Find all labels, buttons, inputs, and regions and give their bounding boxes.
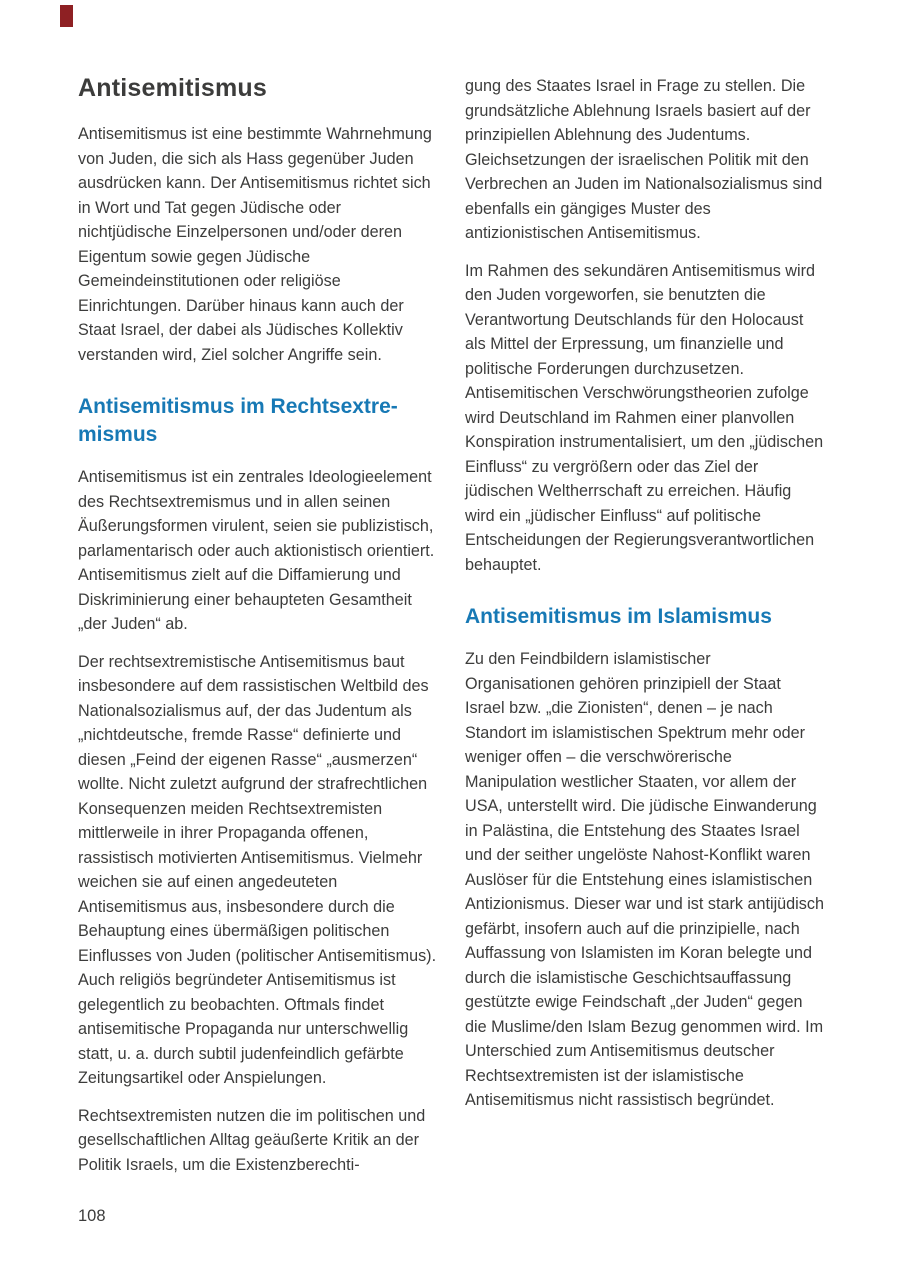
paragraph-rechtsextremismus-3: Rechtsextremisten nutzen die im politischen und gesellschaftlichen Alltag geäußerte Kritik an der Politik Israels, um die Existenzberechti- — [78, 1106, 426, 1174]
paragraph-islamismus: Zu den Feindbildern islamistischer Organisationen gehören prinzipiell der Staat Israel bzw. „die Zionisten“, denen – je nach Standort im islamistischen Spektrum mehr oder weniger offen – die verschwörerische Manipulation westlicher Staaten, vor allem der USA, unterstellt wird. Die jüdische Einwanderung in Palästina, die Entstehung des Staates Israel und der seither ungelöste Nahost-Konflikt waren Auslöser für die Entstehung eines islamistischen Antizionismus. Dieser war und ist stark antijüdisch gefärbt, insofern auch auf die prinzipielle, nach Auffassung von Islamisten im Koran belegte und durch die islamistische Geschichtsauffassung gestützte ewige Feindschaft „der Juden“ gegen die Muslime/den Islam Bezug genommen wird. Im Unterschied zum Antisemitismus deutscher Rechtsextremisten ist der islamistische Antisemitismus nicht rassistisch begründet. — [465, 650, 824, 1109]
section-heading-rechtsextremismus: Antisemitismus im Rechtsextremismus — [78, 395, 398, 446]
paragraph-rechtsextremismus-2: Der rechtsextremistische Antisemitismus baut insbesondere auf dem rassistischen Weltbild des Nationalsozialismus auf, der das Judentum als „nichtdeutsche, fremde Rasse“ definierte und diesen „Feind der eigenen Rasse“ „ausmerzen“ wollte. Nicht zuletzt aufgrund der strafrechtlichen Konsequenzen meiden Rechtsextremisten mittlerweile in ihrer Propaganda offenen, rassistisch motivierten Antisemitismus. Vielmehr weichen sie auf einen angedeuteten Antisemitismus aus, insbesondere durch die Behauptung eines übermäßigen politischen Einflusses von Juden (politischer Antisemitismus). Auch religiös begründeter Antisemitismus ist gelegentlich zu beobachten. Oftmals findet antisemitische Propaganda nur unterschwellig statt, u. a. durch subtil judenfeindlich gefärbte Zeitungsartikel oder Anspielungen. — [78, 652, 437, 1087]
right-column — [465, 74, 824, 1126]
paragraph-rechtsextremismus-1: Antisemitismus ist ein zentrales Ideologieelement des Rechtsextremismus und in allen seinen Äußerungsformen virulent, seien sie publizistisch, parlamentarisch oder auch aktionistisch orientiert. Antisemitismus zielt auf die Diffamierung und Diskriminierung einer behaupteten Gesamtheit „der Juden“ ab. — [78, 468, 435, 633]
chapter-tab-marker — [60, 5, 73, 27]
section-heading-islamismus: Antisemitismus im Islamismus — [465, 605, 772, 628]
page-title: Antisemitismus — [78, 74, 267, 102]
page-number: 108 — [78, 1207, 106, 1225]
two-column-layout — [78, 74, 824, 1190]
paragraph-rechtsextremismus-3-continued: gung des Staates Israel in Frage zu stellen. Die grundsätzliche Ablehnung Israels basiert auf der prinzipiellen Ablehnung des Judentums. Gleichsetzungen der israelischen Politik mit den Verbrechen an Juden im Nationalsozialismus sind ebenfalls ein gängiges Muster des antizionistischen Antisemitismus. — [465, 77, 823, 242]
paragraph-definition: Antisemitismus ist eine bestimmte Wahrnehmung von Juden, die sich als Hass gegenüber Juden ausdrücken kann. Der Antisemitismus richtet sich in Wort und Tat gegen Jüdische oder nichtjüdische Einzelpersonen und/oder deren Eigentum sowie gegen Jüdische Gemeindeinstitutionen oder religiöse Einrichtungen. Darüber hinaus kann auch der Staat Israel, der dabei als Jüdisches Kollektiv verstanden wird, Ziel solcher Angriffe sein. — [78, 125, 432, 364]
paragraph-sekundaerer-antisemitismus: Im Rahmen des sekundären Antisemitismus wird den Juden vorgeworfen, sie benutzten die Verantwortung Deutschlands für den Holocaust als Mittel der Erpressung, um finanzielle und politische Forderungen durchzusetzen. Antisemitischen Verschwörungstheorien zufolge wird Deutschland im Rahmen einer planvollen Konspiration instrumentalisiert, um den „jüdischen Einfluss“ zu vergrößern oder das Ziel der jüdischen Weltherrschaft zu erreichen. Häufig wird ein „jüdischer Einfluss“ auf politische Entscheidungen der Regierungsverantwortlichen behauptet. — [465, 261, 824, 574]
left-column — [78, 74, 437, 1190]
